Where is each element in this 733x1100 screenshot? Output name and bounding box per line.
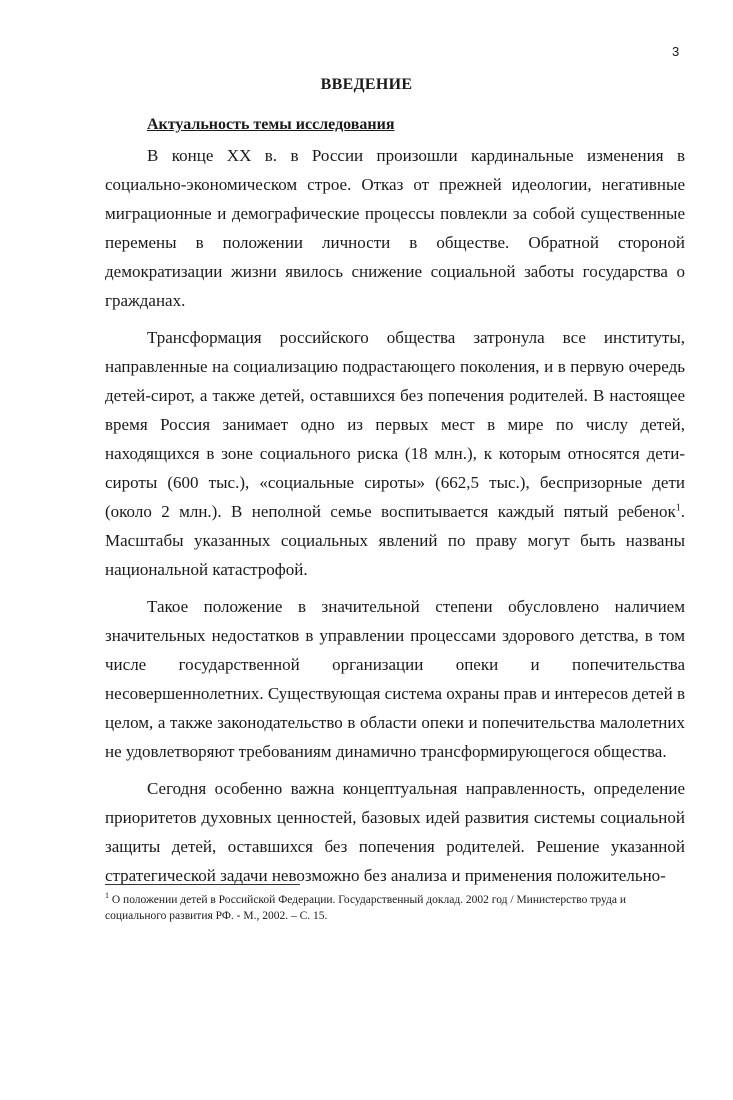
paragraph-3: Такое положение в значительной степени обусловлено наличием значительных недостатков в управлении процессами здорового детства, в том числе государственной организации опеки и попечительства несовершеннолетних. Существующая система охраны прав и интересов детей в целом, а также законодательство в области опеки и попечительства малолетних не удовлетворяют требованиям динамично трансформирующегося общества. (105, 597, 685, 761)
page-title: ВВЕДЕНИЕ (320, 76, 413, 93)
paragraph-2-tail: . Масштабы указанных социальных явлений по праву могут быть названы национальной катастрофой. (105, 502, 685, 579)
paragraph-4: Сегодня особенно важна концептуальная направленность, определение приоритетов духовных ценностей, базовых идей развития системы социальной защиты детей, оставшихся без попечения родителей. Решение указанной стратегической задачи невозможно без анализа и применения положительно- (105, 779, 685, 885)
section-heading: Актуальность темы исследования (147, 116, 395, 133)
footnote-text: О положении детей в Российской Федерации. Государственный доклад. 2002 год / Министерство труда и социального развития РФ. - М., 2002. – С. 15. (105, 894, 627, 922)
footnote-divider (105, 884, 300, 885)
footnote-mark: 1 (105, 891, 109, 901)
page-number: 3 (672, 44, 680, 59)
body-text (105, 141, 685, 890)
paragraph-2 (105, 323, 685, 584)
paragraph-2-text: Трансформация российского общества затронула все институты, направленные на социализацию подрастающего поколения, и в первую очередь детей-сирот, а также детей, оставшихся без попечения родителей. В настоящее время Россия занимает одно из первых мест в мире по числу детей, находящихся в зоне социального риска (18 млн.), к которым относятся дети-сироты (600 тыс.), «социальные сироты» (662,5 тыс.), беспризорные дети (около 2 млн.). В неполной семье воспитывается каждый пятый ребенок (105, 328, 685, 521)
paragraph-1: В конце XX в. в России произошли кардинальные изменения в социально-экономическом строе. Отказ от прежней идеологии, негативные миграционные и демографические процессы повлекли за собой существенные перемены в положении личности в обществе. Обратной стороной демократизации жизни явилось снижение социальной заботы государства о гражданах. (105, 146, 685, 310)
footnote-reference: 1 (675, 502, 681, 514)
footnote (105, 892, 685, 924)
